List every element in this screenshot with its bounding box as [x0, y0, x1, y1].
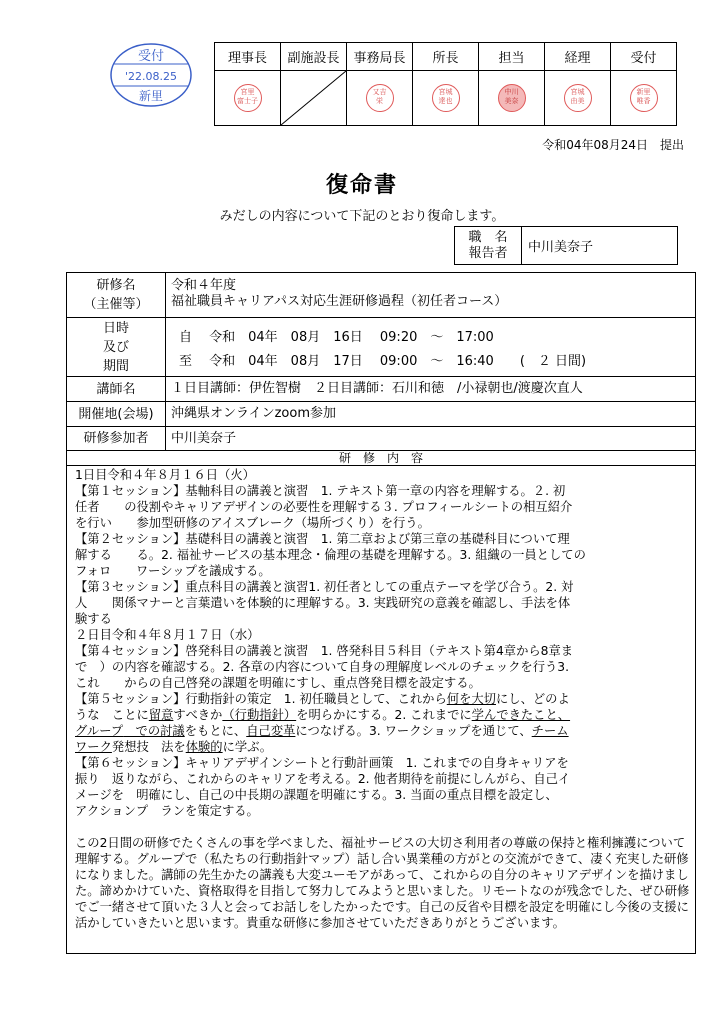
- approval-cell: [545, 71, 611, 126]
- underlined-text: （行動指針）: [222, 708, 297, 722]
- seal-stamp: 中川 美奈: [498, 84, 526, 112]
- venue-label: 開催地(会場): [67, 402, 166, 426]
- content-line: 【第２セッション】基礎科目の講義と演習 1. 第二章および第三章の基礎科目について理: [75, 532, 570, 546]
- underlined-text: チーム: [531, 724, 569, 738]
- date-to: 至 令和 04年 08月 17日 09:00 ～ 16:40 ( ２ 日間): [179, 354, 587, 369]
- content-line: 人 関係マナーと言葉遣いを体験的に理解する。3. 実践研究の意義を確認し、手法を体: [75, 596, 571, 610]
- content-body: [75, 467, 693, 931]
- strike-slash: [281, 71, 346, 125]
- participant-row: [67, 427, 695, 451]
- venue-row: [67, 402, 695, 427]
- venue-value: 沖縄県オンラインzoom参加: [171, 406, 337, 421]
- underlined-text: 学んできたこと、: [471, 708, 571, 722]
- spacer: [75, 819, 693, 835]
- content-line: 【第３セッション】重点科目の講義と演習1. 初任者としての重点テーマを学び合う。2. 対: [75, 580, 574, 594]
- content-line: これ からの自己啓発の課題を明確にすし、重点啓発目標を設定する。: [75, 676, 481, 690]
- approval-header: 受付: [611, 43, 677, 71]
- text-span: に学ぶ。: [222, 740, 273, 754]
- dates-value: [179, 326, 586, 374]
- dates-row: [67, 318, 695, 377]
- dates-label: [67, 318, 166, 376]
- approval-cell: [413, 71, 479, 126]
- underlined-text: 自己変革: [246, 724, 296, 738]
- text-span: を明らかにする。2. これまでに: [296, 708, 472, 722]
- seal-stamp: 又吉 栄: [366, 84, 394, 112]
- content-line: [75, 707, 693, 723]
- content-header: 研 修 内 容: [67, 451, 695, 466]
- content-line: 振り 返りながら、これからのキャリアを考える。2. 他者期待を前提にしんがら、自己イ: [75, 772, 571, 786]
- seal-stamp: 宮城 由美: [564, 84, 592, 112]
- approval-cell: [215, 71, 281, 126]
- content-line: を行い 参加型研修のアイスブレーク（場所づくり）を行う。: [75, 516, 430, 530]
- approval-table: [214, 42, 677, 126]
- content-line: [75, 723, 693, 739]
- underlined-text: 体験的: [185, 740, 223, 754]
- content-line: フォロ ワーシップを議成する。: [75, 564, 271, 578]
- reporter-name: 中川美奈子: [522, 227, 678, 265]
- dates-label-line1: 日時: [102, 320, 129, 336]
- approval-cell: [347, 71, 413, 126]
- text-span: につなげる。3. ワークショップを通じて、: [295, 724, 532, 738]
- content-line: 解する る。2. 福祉サービスの基本理念・倫理の基礎を理解する。3. 組織の一員としての: [75, 548, 586, 562]
- approval-cell-empty: [281, 71, 347, 126]
- report-form: [66, 272, 696, 954]
- text-span: にし、どのよ: [495, 692, 570, 706]
- underlined-text: 留意: [148, 708, 174, 722]
- approval-header: 担当: [479, 43, 545, 71]
- underlined-text: での討議: [123, 724, 185, 738]
- training-row: [67, 273, 695, 318]
- participant-value: 中川美奈子: [171, 431, 237, 446]
- submit-date: 令和04年08月24日 提出: [542, 138, 684, 152]
- lead-text: みだしの内容について下記のとおり復命します。: [219, 209, 505, 224]
- content-line: [75, 739, 693, 755]
- text-span: うな ことに: [75, 708, 149, 722]
- text-span: 発想技 法を: [111, 740, 186, 754]
- content-line: で ）の内容を確認する。2. 各章の内容について自身の理解度レベルのチェックを行う3.: [75, 660, 570, 674]
- underlined-text: グループ: [75, 724, 124, 738]
- approval-header: 理事長: [215, 43, 281, 71]
- approval-header: 所長: [413, 43, 479, 71]
- content-line: [75, 691, 693, 707]
- seal-stamp: 新里 唯香: [630, 84, 658, 112]
- content-line: メージを 明確にし、自己の中長期の課題を明確にする。3. 当面の重点目標を設定し、: [75, 788, 558, 802]
- approval-header: 事務局長: [347, 43, 413, 71]
- training-label: [67, 273, 166, 317]
- lecturer-row: [67, 377, 695, 402]
- job-title-label: 職 名: [468, 229, 508, 245]
- training-name: 福祉職員キャリアパス対応生涯研修過程（初任者コース）: [171, 294, 508, 309]
- content-line: 【第１セッション】基軸科目の講義と演習 1. テキスト第一章の内容を理解する。２. 初: [75, 484, 566, 498]
- training-year: 令和４年度: [171, 278, 237, 293]
- content-line: 【第６セッション】キャリアデザインシートと行動計画策 1. これまでの自身キャリアを: [75, 756, 569, 770]
- content-line: アクションプ ランを策定する。: [75, 804, 259, 818]
- dates-label-line2: 及び: [102, 339, 129, 355]
- page-title: 復命書: [325, 173, 398, 198]
- lecturer-label: 講師名: [67, 377, 166, 401]
- approval-header: 副施設長: [281, 43, 347, 71]
- approval-cell: [479, 71, 545, 126]
- seal-stamp: 宮里 富士子: [234, 84, 262, 112]
- reflection-paragraph: この2日間の研修でたくさんの事を学べました、福祉サービスの大切さ利用者の尊厳の保持と権利擁護について理解する。グループで（私たちの行動指針マップ）話し合い異業種の方がとの交流ができて、凄く充実した研修になりました。講師の先生かたの講義も大変ユーモアがあって、これからの自分のキャリアデザインを描けました。諦めかけていた、資格取得を目指して努力してみようと思いました。リモートなのが残念でした、ぜひ研修でご一緒させて頂いた３人と会ってお話しをしたかったです。自己の反省や目標を設定を明確にし今後の支援に活かしていきたいと思います。貴重な研修に参加させていただきありがとうございます。: [75, 836, 690, 930]
- approval-header: 経理: [545, 43, 611, 71]
- receipt-stamp-top: 受付: [137, 49, 165, 64]
- text-span: 【第５セッション】行動指針の策定 1. 初任職員として、これから: [75, 692, 447, 706]
- underlined-text: ワーク: [75, 740, 112, 754]
- content-line: 任者 の役割やキャリアデザインの必要性を理解する３. プロフィールシートの相互紹介: [75, 500, 573, 514]
- dates-label-line3: 期間: [102, 358, 129, 374]
- content-line: 1日目令和４年８月１６日（火）: [75, 468, 255, 482]
- content-line: 験する: [75, 612, 112, 626]
- training-label-line1: 研修名: [96, 278, 136, 293]
- training-value: [171, 278, 507, 310]
- reporter-table: [454, 226, 678, 265]
- receipt-stamp-date: '22.08.25: [124, 70, 178, 83]
- lecturer-value: １日目講師：伊佐智樹 ２日目講師：石川和徳 /小禄朝也/渡慶次直人: [171, 381, 583, 396]
- participant-label: 研修参加者: [67, 427, 166, 450]
- content-line: ２日目令和４年８月１７日（水）: [75, 628, 260, 642]
- training-label-line2: （主催等）: [83, 297, 149, 312]
- content-line: 【第４セッション】啓発科目の講義と演習 1. 啓発科目５科目（テキスト第4章から8章ま: [75, 644, 574, 658]
- approval-cell: [611, 71, 677, 126]
- receipt-stamp-name: 新里: [138, 89, 164, 103]
- text-span: をもとに、: [184, 724, 247, 738]
- reporter-name-label: 報告者: [468, 245, 508, 261]
- receipt-stamp: [108, 42, 194, 108]
- underlined-text: 何を大切: [446, 692, 496, 706]
- date-from: 自 令和 04年 08月 16日 09:20 ～ 17:00: [179, 330, 494, 345]
- reporter-label: [455, 227, 522, 265]
- seal-stamp: 宮城 達也: [432, 84, 460, 112]
- text-span: すべきか: [173, 708, 223, 722]
